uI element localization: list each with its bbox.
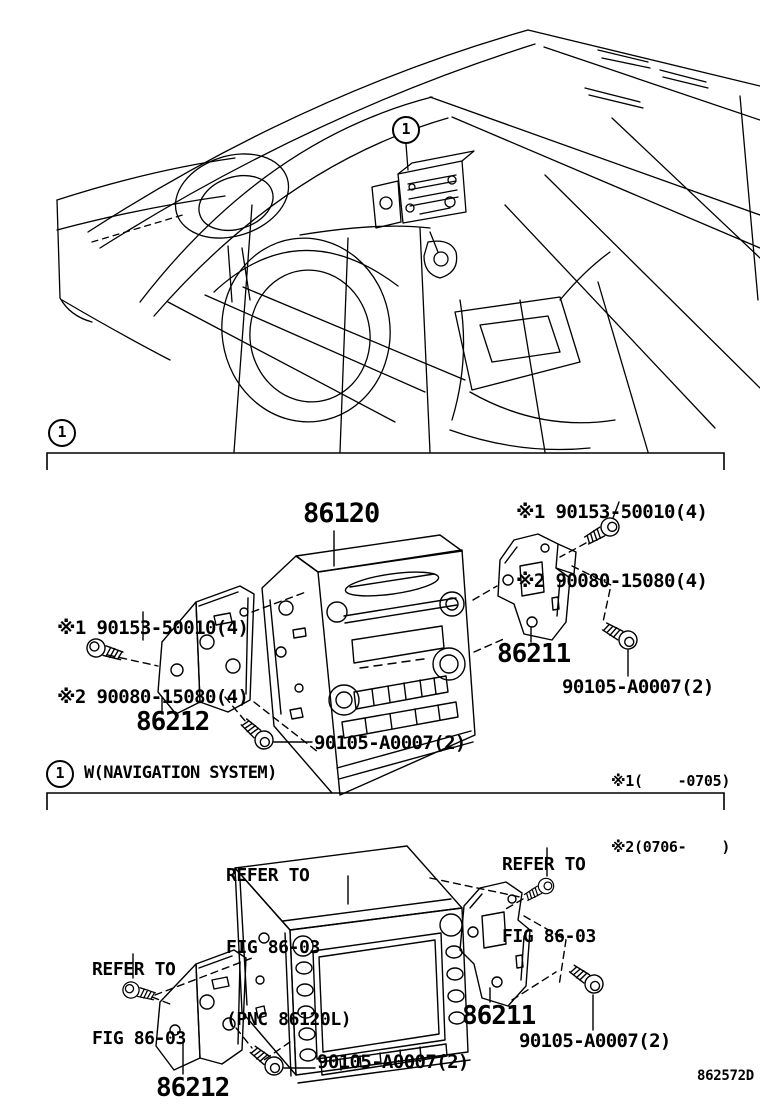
refer-note-right-line1: REFER TO xyxy=(502,854,586,875)
section1-marker: 1 xyxy=(48,419,76,447)
refer-note-center-line3: (PNC 86120L) xyxy=(226,1009,352,1030)
front-wheel xyxy=(210,227,402,433)
radio-in-dash-sketch xyxy=(372,151,474,228)
date-range-note-line2: ※2(0706- ) xyxy=(611,838,731,856)
refer-note-right xyxy=(502,805,596,997)
part-number-86212: 86212 xyxy=(136,707,210,737)
fastener-note-right-line1: ※1 90153-50010(4) xyxy=(516,501,708,523)
part-number-86120: 86120 xyxy=(303,498,380,529)
date-range-note xyxy=(611,726,730,902)
callout-leader-line xyxy=(406,144,408,170)
radio-unit-86120 xyxy=(262,535,475,795)
part-number-90105-right: 90105-A0007(2) xyxy=(562,676,714,698)
part-number-86212-nav: 86212 xyxy=(156,1073,230,1103)
fastener-note-left-line1: ※1 90153-50010(4) xyxy=(57,617,249,639)
center-console-sketch xyxy=(450,252,615,450)
refer-note-left xyxy=(92,912,186,1096)
refer-note-center xyxy=(226,816,351,1080)
refer-note-left-line1: REFER TO xyxy=(92,959,176,980)
section2-marker: 1 xyxy=(46,760,74,788)
fastener-note-right xyxy=(516,455,707,639)
date-range-note-line1: ※1( -0705) xyxy=(611,772,731,790)
part-number-86211: 86211 xyxy=(497,639,571,669)
dashboard-callout-marker: 1 xyxy=(392,116,420,144)
refer-note-center-line1: REFER TO xyxy=(226,865,310,886)
refer-note-right-line2: FIG 86-03 xyxy=(502,926,596,947)
refer-note-left-line2: FIG 86-03 xyxy=(92,1028,186,1049)
refer-note-center-line2: FIG 86-03 xyxy=(226,937,320,958)
dashboard-overview-drawing xyxy=(57,30,760,452)
figure-number: 862572D xyxy=(697,1068,754,1084)
part-number-90105-right-nav: 90105-A0007(2) xyxy=(519,1030,671,1052)
part-number-86211-nav: 86211 xyxy=(462,1001,536,1031)
part-number-90105-bottom-nav: 90105-A0007(2) xyxy=(317,1051,469,1073)
part-number-90105-bottom: 90105-A0007(2) xyxy=(314,732,466,754)
variant-label-navigation-system: W(NAVIGATION SYSTEM) xyxy=(84,763,277,783)
fastener-note-left-line2: ※2 90080-15080(4) xyxy=(57,686,249,708)
fastener-note-right-line2: ※2 90080-15080(4) xyxy=(516,570,708,592)
